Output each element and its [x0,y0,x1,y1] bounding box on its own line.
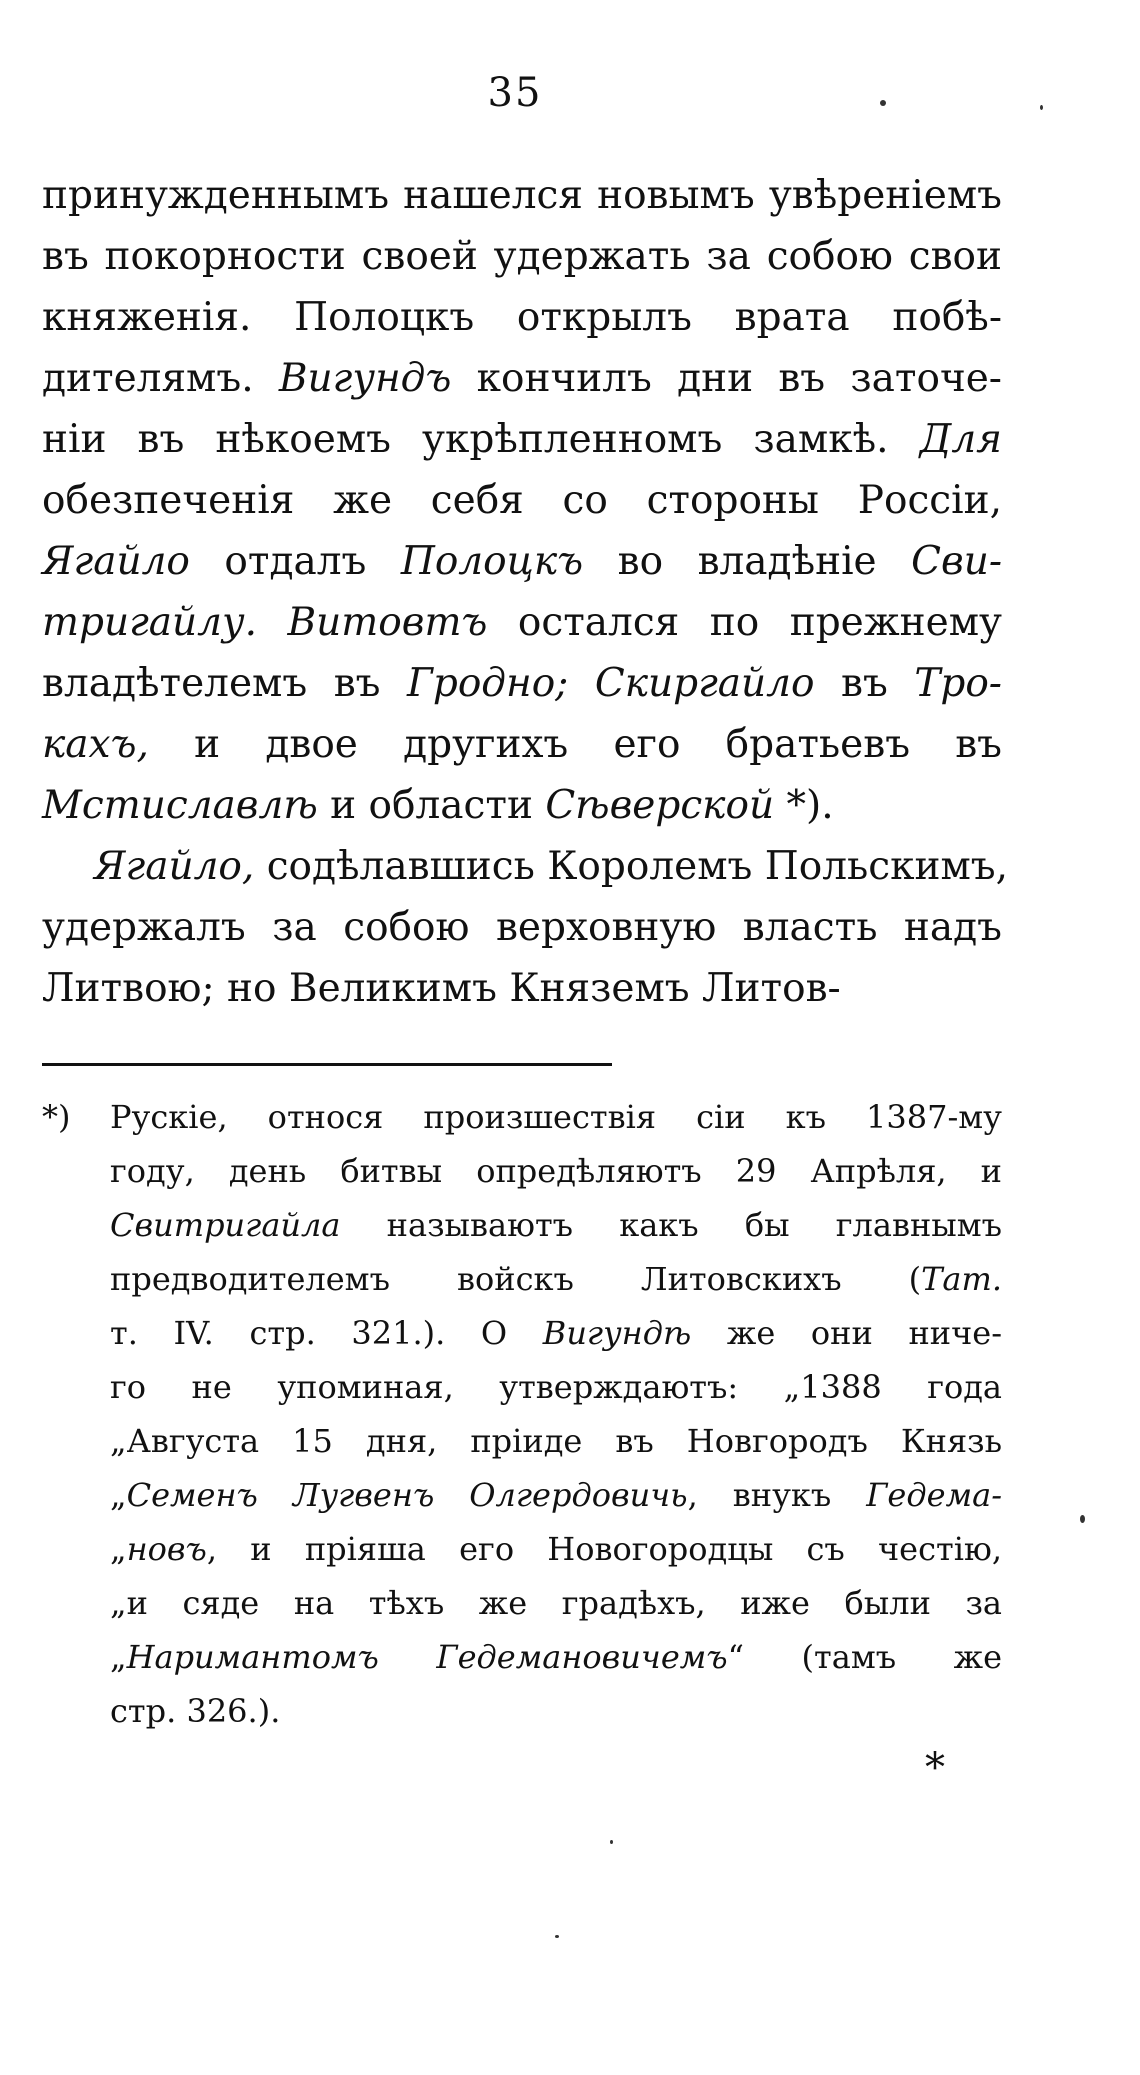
footnote-line [42,1630,1002,1684]
main-text [42,165,1009,1019]
text-run: называютъ какъ бы главнымъ [340,1206,1002,1244]
footnote [42,1090,1002,1738]
italic-text: новъ [126,1530,207,1568]
text-run: остался по прежнему [487,600,1002,645]
text-run: во владѣніе [583,539,912,584]
text-run: *). [774,783,834,828]
italic-text: тригайлу. [42,600,257,645]
text-line [42,348,1002,409]
text-run: и двое другихъ его братьевъ въ [148,722,1002,767]
footnote-mark: *) [42,1098,71,1136]
italic-text: Гедема- [866,1476,1002,1514]
text-line [42,836,1009,897]
italic-text: Полоцкъ [400,539,584,584]
italic-text: Гродно; [407,661,569,706]
text-run: „ [110,1476,127,1514]
text-run: году, день битвы опредѣляютъ 29 Апрѣля, и [110,1152,1002,1190]
italic-text: Вигундъ [278,356,452,401]
italic-text: кахъ, [42,722,149,767]
footnote-line [42,1468,1002,1522]
ornament-asterisk: * [925,1745,945,1791]
italic-text: Тро- [914,661,1002,706]
text-run: , внукъ [687,1476,867,1514]
italic-text: Вигундѣ [542,1314,692,1352]
text-run: отдалъ [189,539,401,584]
italic-text: Ягайло, [94,844,255,889]
text-run: обезпеченія же себя со стороны Россіи, [42,478,1002,523]
text-run: предводителемъ войскъ Литовскихъ ( [110,1260,922,1298]
footnote-line [42,1198,1002,1252]
text-run: го не упоминая, утверждаютъ: „1388 года [110,1368,1002,1406]
text-line [42,165,1002,226]
text-run: „ [110,1530,127,1568]
text-line [42,714,1002,775]
footnote-line [42,1576,1002,1630]
text-line [42,470,1002,531]
footnote-line [42,1144,1002,1198]
text-run: „Августа 15 дня, пріиде въ Новгородъ Князь [110,1422,1002,1460]
text-run: Рускіе, относя произшествія сіи къ 1387-му [110,1098,1002,1136]
speck [610,1840,613,1844]
text-line [42,897,1002,958]
text-run: въ [814,661,915,706]
text-run: „ [110,1638,127,1676]
text-run: содѣлавшись Королемъ Польскимъ, [254,844,1009,889]
italic-text: Мстиславлѣ [42,783,318,828]
text-line [42,592,1002,653]
text-line [42,775,1002,836]
text-run: кончилъ дни въ заточе- [451,356,1002,401]
italic-text: Наримантомъ Гедемановичемъ [126,1638,728,1676]
text-line [42,226,1002,287]
text-line [42,409,1002,470]
text-run: т. IV. стр. 321.). О [110,1314,543,1352]
footnote-rule [42,1063,612,1066]
text-line [42,958,1002,1019]
text-run [568,661,595,706]
text-run: княженія. Полоцкъ открылъ врата побѣ- [42,295,1002,340]
italic-text: Для [919,417,1002,462]
footnote-line [42,1090,1002,1144]
footnote-line [42,1252,1002,1306]
italic-text: Скиргайло [594,661,815,706]
speck [555,1935,559,1938]
text-run: Литвою; но Великимъ Княземъ Литов- [42,966,841,1011]
text-line [42,287,1002,348]
text-run: же они ниче- [691,1314,1003,1352]
text-run: и области [317,783,546,828]
speck [880,100,886,106]
italic-text: Ягайло [42,539,190,584]
text-run: удержалъ за собою верховную власть надъ [42,905,1002,950]
text-run: дителямъ. [42,356,279,401]
text-run: , и пріяша его Новогородцы съ честію, [206,1530,1002,1568]
text-run: въ покорности своей удержать за собою свои [42,234,1002,279]
footnote-line [42,1522,1002,1576]
text-line [42,653,1002,714]
text-run: стр. 326.). [110,1692,281,1730]
text-run: ніи въ нѣкоемъ укрѣпленномъ замкѣ. [42,417,920,462]
italic-text: Свитригайла [110,1206,341,1244]
footnote-line [42,1360,1002,1414]
italic-text: Семенъ Лугвенъ Олгердовичь [126,1476,688,1514]
speck [1040,105,1043,110]
page-number: 35 [487,70,543,116]
text-line [42,531,1002,592]
text-run: „и сяде на тѣхъ же градѣхъ, иже были за [110,1584,1002,1622]
text-run: владѣтелемъ въ [42,661,408,706]
text-run [257,600,288,645]
footnote-line [42,1306,1002,1360]
italic-text: Сѣверской [545,783,775,828]
footnote-line [42,1684,1002,1738]
text-run: принужденнымъ нашелся новымъ увѣреніемъ [42,173,1002,218]
italic-text: Сви- [911,539,1002,584]
italic-text: Витовтъ [287,600,488,645]
italic-text: Тат. [921,1260,1002,1298]
footnote-line [42,1414,1002,1468]
text-run: “ (тамъ же [727,1638,1003,1676]
speck [1080,1515,1085,1523]
